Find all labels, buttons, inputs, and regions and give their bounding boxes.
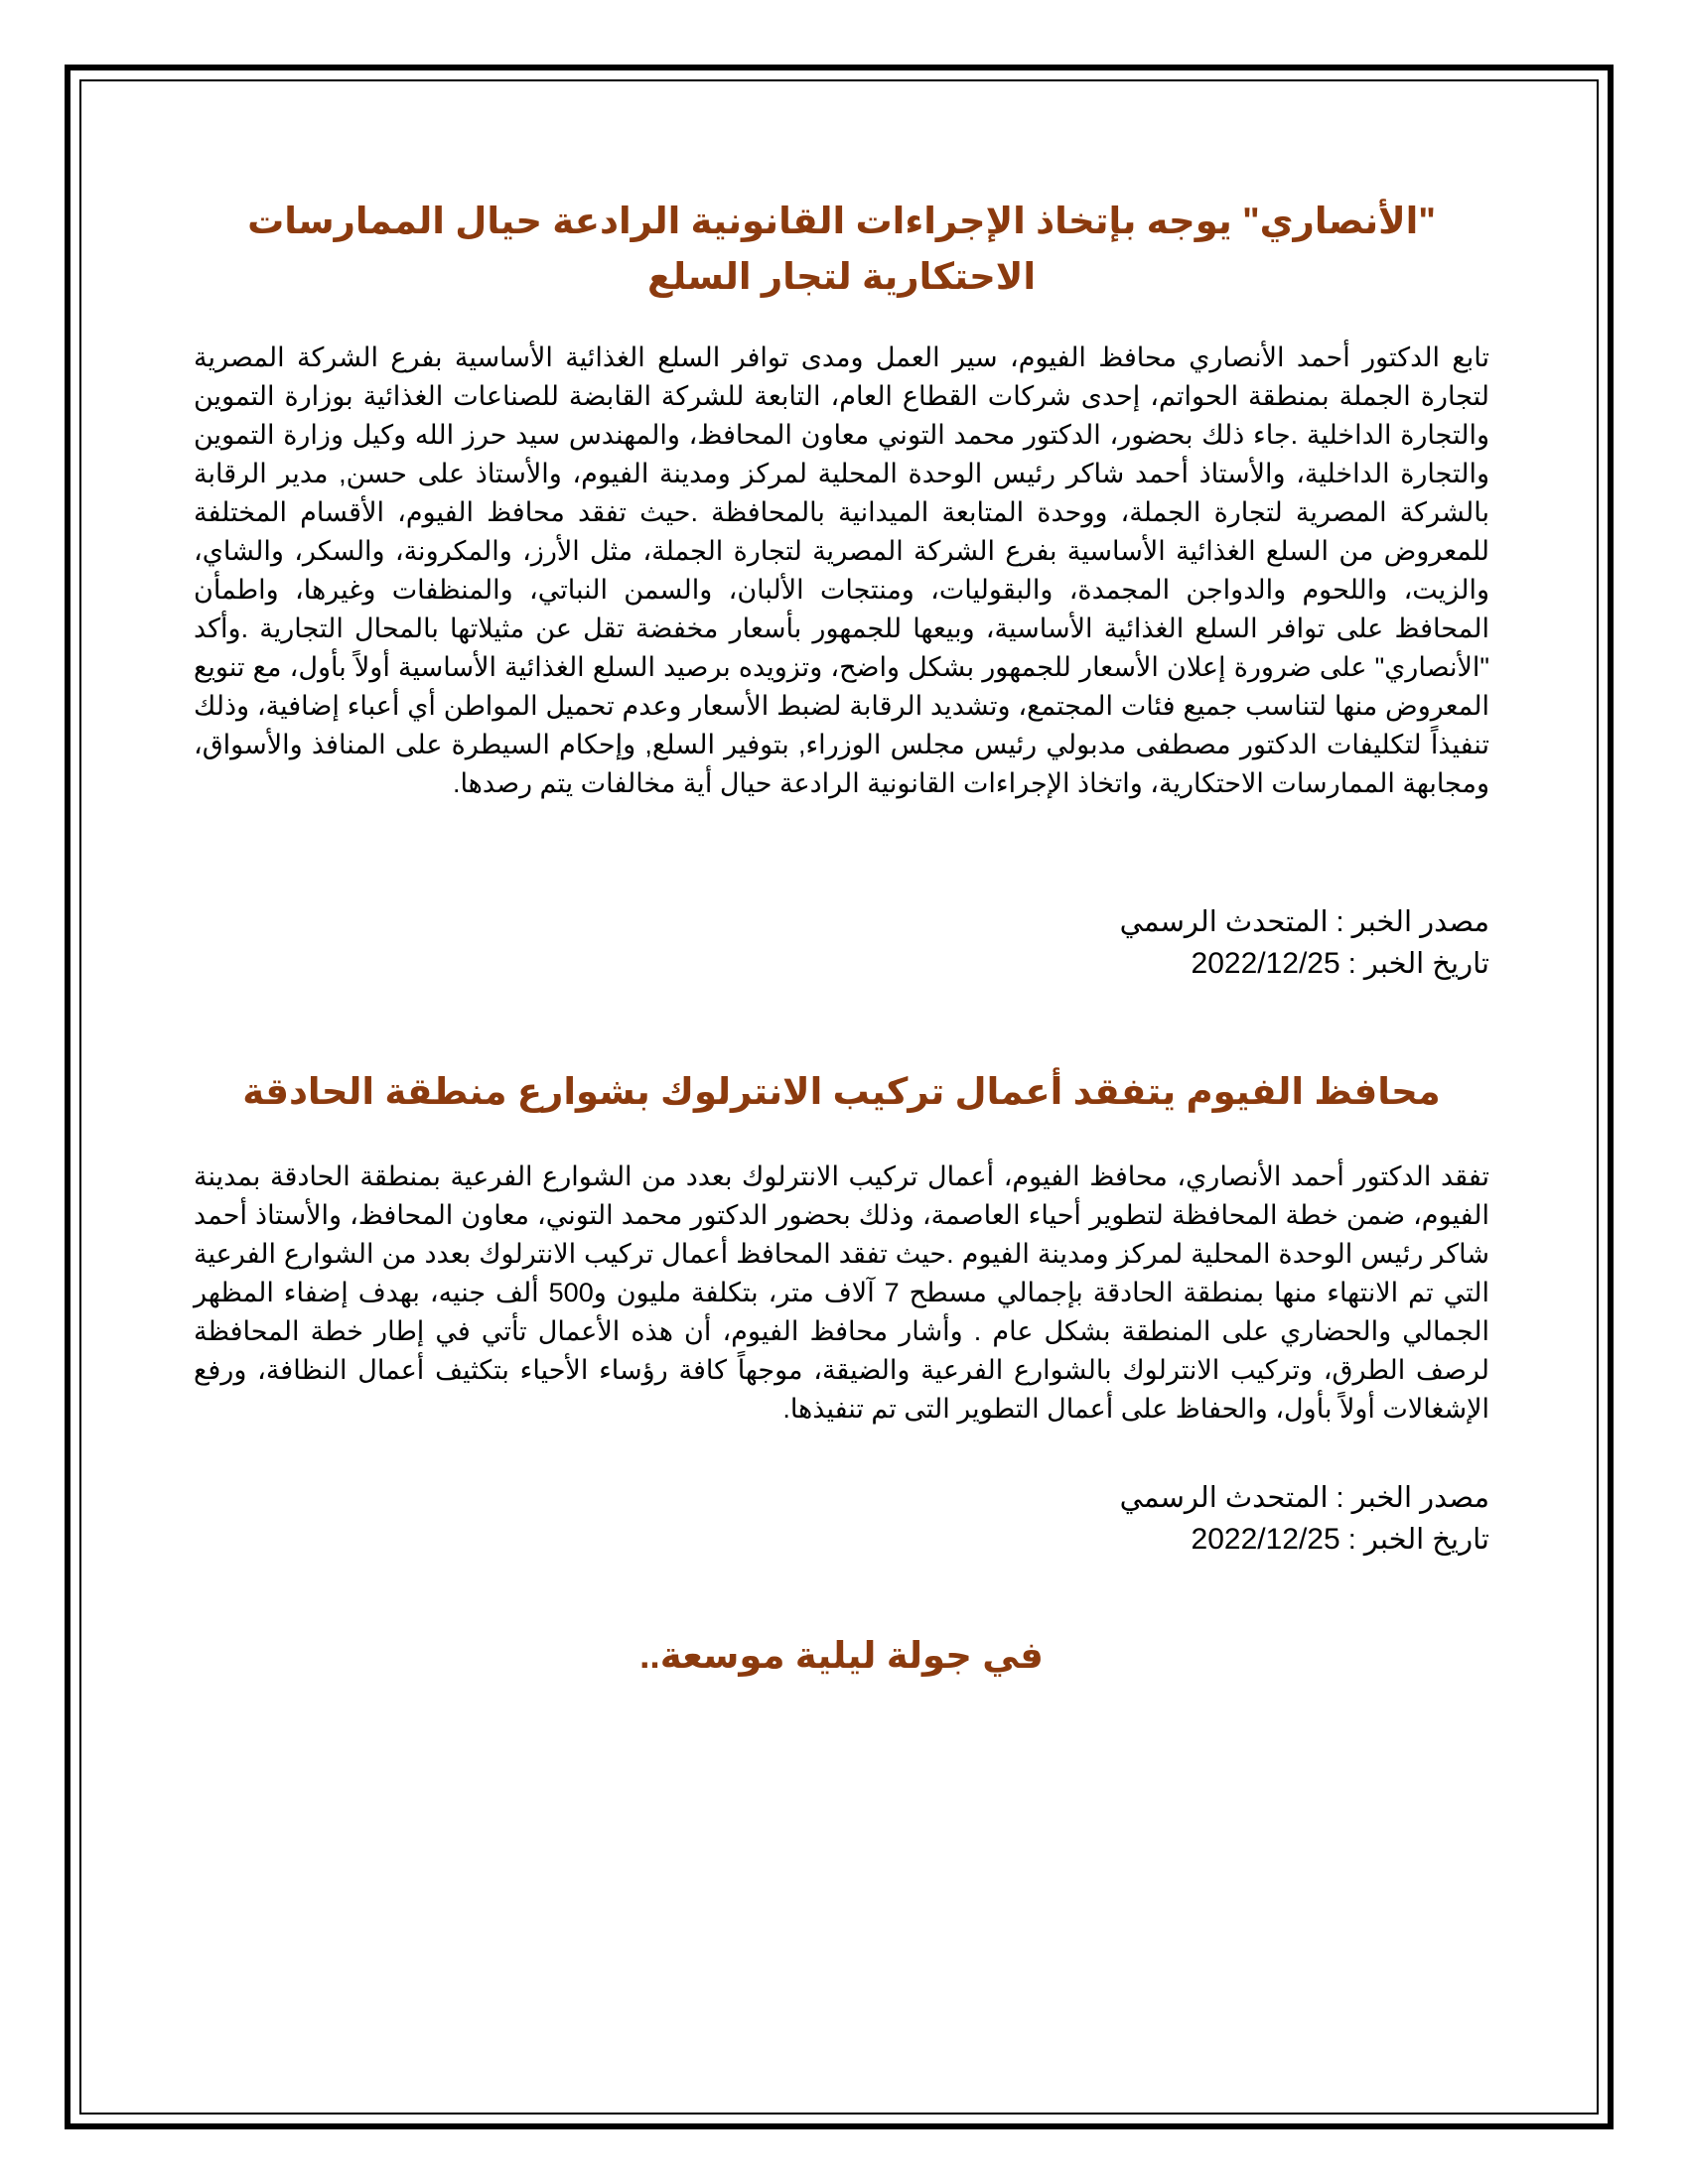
- article-2-meta: [194, 1478, 1489, 1561]
- article-2-source: مصدر الخبر : المتحدث الرسمي: [1119, 1482, 1489, 1514]
- article-1-date: [194, 943, 1489, 985]
- document-page: [194, 194, 1489, 1684]
- article-2-headline: محافظ الفيوم يتفقد أعمال تركيب الانترلوك بشوارع منطقة الحادقة: [242, 1071, 1441, 1112]
- article-1-source: مصدر الخبر : المتحدث الرسمي: [1119, 906, 1489, 938]
- article-1-date-value: 2022/12/25: [1191, 947, 1340, 980]
- article-2-date-label: تاريخ الخبر :: [1347, 1524, 1489, 1556]
- trailing-headline: في جولة ليلية موسعة..: [639, 1635, 1044, 1676]
- article-1-headline: "الأنصاري" يوجه بإتخاذ الإجراءات القانونية الرادعة حيال الممارسات الاحتكارية لتجار السلع: [247, 201, 1436, 297]
- article-1-body: تابع الدكتور أحمد الأنصاري محافظ الفيوم، سير العمل ومدى توافر السلع الغذائية الأساسية بفرع الشركة المصرية لتجارة الجملة بمنطقة الحواتم، إحدى شركات القطاع العام، التابعة للشركة القابضة للصناعات الغذائية بوزارة التموين والتجارة الداخلية .جاء ذلك بحضور، الدكتور محمد التوني معاون المحافظ، والمهندس سيد حرز الله وكيل وزارة التموين والتجارة الداخلية، والأستاذ أحمد شاكر رئيس الوحدة المحلية لمركز ومدينة الفيوم، والأستاذ على حسن, مدير الرقابة بالشركة المصرية لتجارة الجملة، ووحدة المتابعة الميدانية بالمحافظة .حيث تفقد محافظ الفيوم، الأقسام المختلفة للمعروض من السلع الغذائية الأساسية بفرع الشركة المصرية لتجارة الجملة، مثل الأرز، والمكرونة، والسكر، والشاي، والزيت، واللحوم والدواجن المجمدة، والبقوليات، ومنتجات الألبان، والسمن النباتي، والمنظفات وغيرها، واطمأن المحافظ على توافر السلع الغذائية الأساسية، وبيعها للجمهور بأسعار مخفضة تقل عن مثيلاتها بالمحال التجارية .وأكد "الأنصاري" على ضرورة إعلان الأسعار للجمهور بشكل واضح، وتزويده برصيد السلع الغذائية الأساسية أولاً بأول، مع تنويع المعروض منها لتناسب جميع فئات المجتمع، وتشديد الرقابة لضبط الأسعار وعدم تحميل المواطن أي أعباء إضافية، وذلك تنفيذاً لتكليفات الدكتور مصطفى مدبولي رئيس مجلس الوزراء, بتوفير السلع, وإحكام السيطرة على المنافذ والأسواق، ومجابهة الممارسات الاحتكارية، واتخاذ الإجراءات القانونية الرادعة حيال أية مخالفات يتم رصدها.: [194, 342, 1489, 798]
- article-2-date: [194, 1519, 1489, 1561]
- article-1-date-label: تاريخ الخبر :: [1347, 948, 1489, 980]
- article-2-body: تفقد الدكتور أحمد الأنصاري، محافظ الفيوم، أعمال تركيب الانترلوك بعدد من الشوارع الفرعية بمنطقة الحادقة بمدينة الفيوم، ضمن خطة المحافظة لتطوير أحياء العاصمة، وذلك بحضور الدكتور محمد التوني، معاون المحافظ، والأستاذ أحمد شاكر رئيس الوحدة المحلية لمركز ومدينة الفيوم .حيث تفقد المحافظ أعمال تركيب الانترلوك بعدد من الشوارع الفرعية التي تم الانتهاء منها بمنطقة الحادقة بإجمالي مسطح 7 آلاف متر، بتكلفة مليون و500 ألف جنيه، بهدف إضفاء المظهر الجمالي والحضاري على المنطقة بشكل عام . وأشار محافظ الفيوم، أن هذه الأعمال تأتي في إطار خطة المحافظة لرصف الطرق، وتركيب الانترلوك بالشوارع الفرعية والضيقة، موجهاً كافة رؤساء الأحياء بتكثيف أعمال النظافة، ورفع الإشغالات أولاً بأول، والحفاظ على أعمال التطوير التى تم تنفيذها.: [194, 1161, 1489, 1424]
- article-1-meta: [194, 902, 1489, 985]
- article-2-date-value: 2022/12/25: [1191, 1523, 1340, 1556]
